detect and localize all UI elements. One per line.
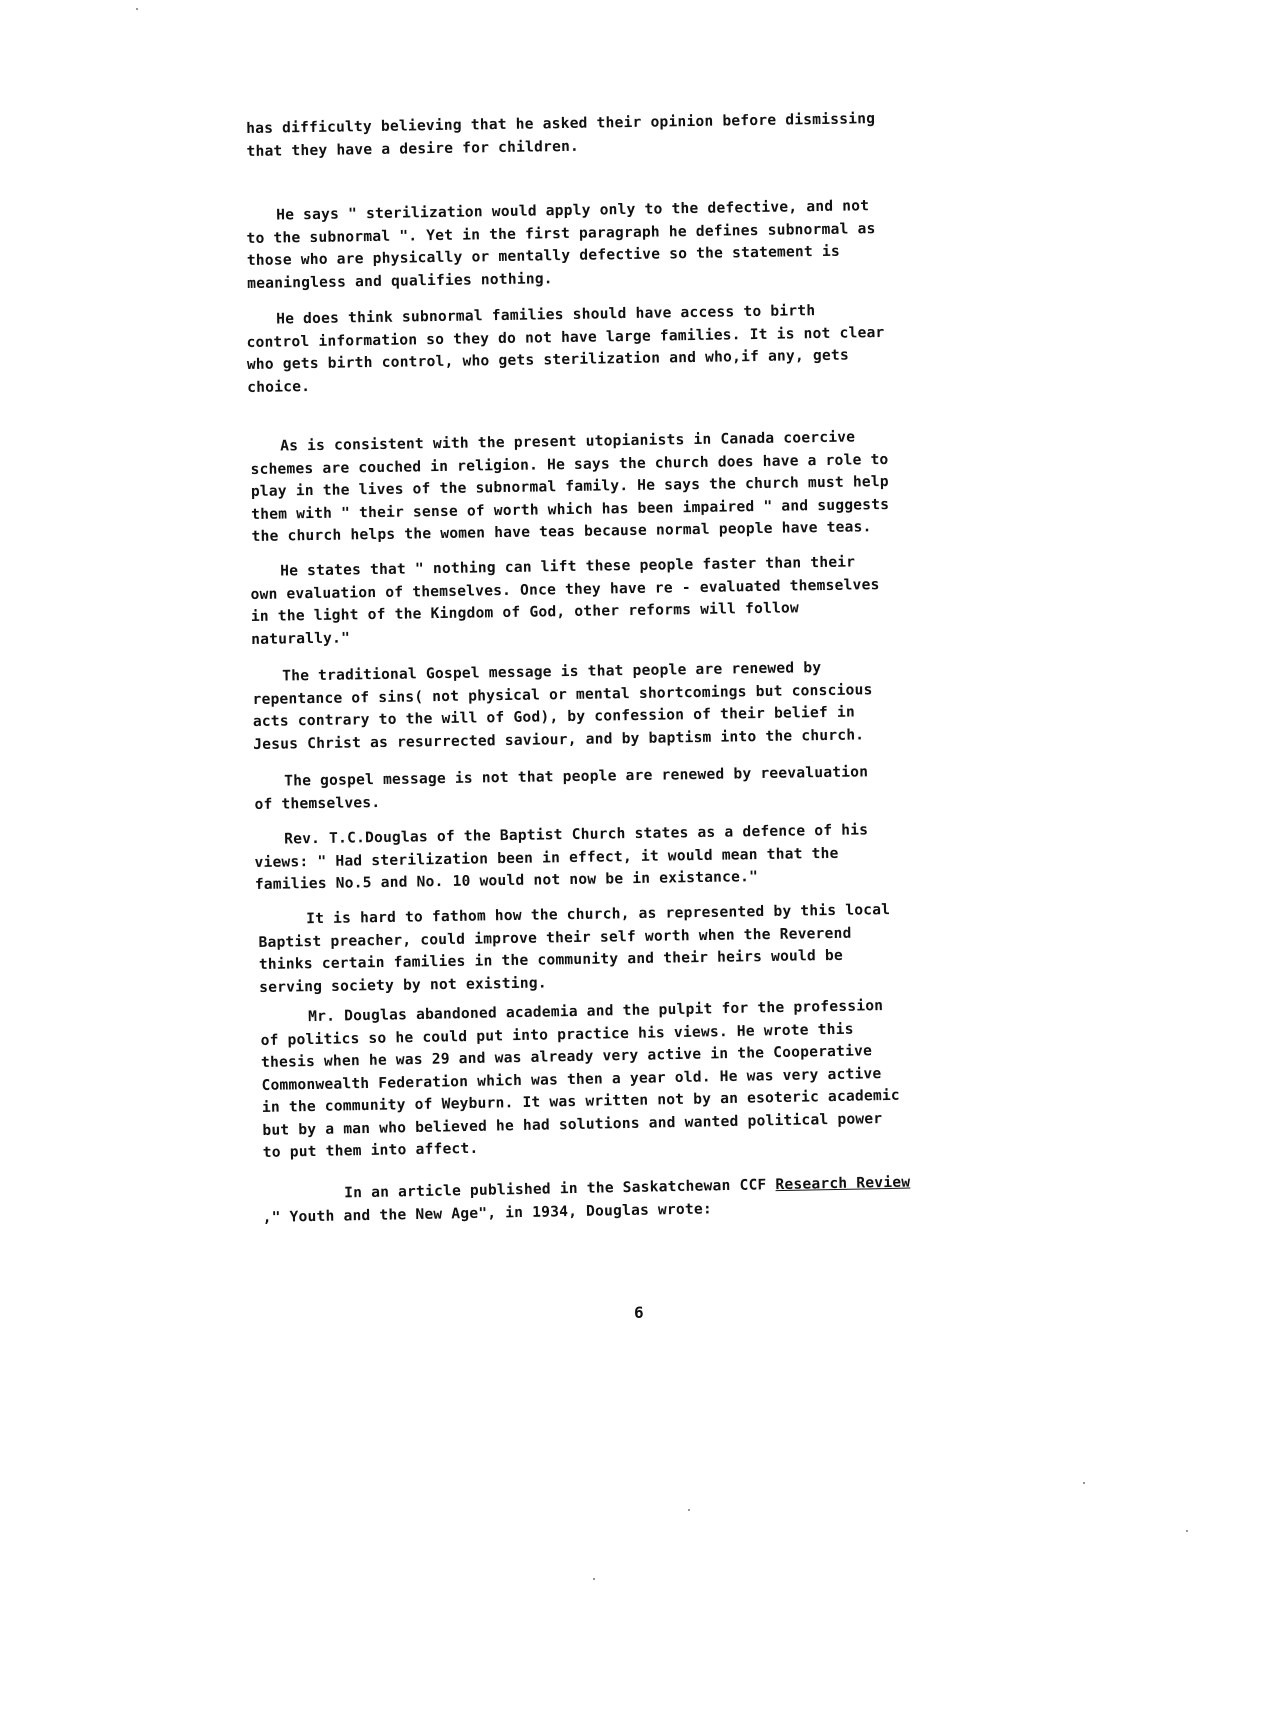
text-line: ," Youth and the New Age", in 1934, Douglas wrote: xyxy=(262,1199,713,1226)
paragraph xyxy=(254,819,869,896)
text-line: control information so they do not have large families. It is not clear xyxy=(246,323,885,351)
text-span: In an article published in the Saskatchewan CCF xyxy=(344,1176,776,1202)
text-line: the church helps the women have teas because normal people have teas. xyxy=(251,518,872,545)
paragraph xyxy=(258,899,891,999)
text-line: those who are physically or mentally defective so the statement is xyxy=(246,242,841,269)
text-line: them with " their sense of worth which has been impaired " and suggests xyxy=(251,495,890,523)
paragraph xyxy=(252,656,873,756)
paragraph xyxy=(250,426,890,549)
scan-speck xyxy=(1083,1482,1085,1484)
text-line: The gospel message is not that people are renewed by reevaluation xyxy=(284,763,869,790)
text-line: own evaluation of themselves. Once they have re - evaluated themselves xyxy=(250,575,880,603)
text-line: choice. xyxy=(247,377,311,396)
text-line: repentance of sins( not physical or mental shortcomings but conscious xyxy=(252,680,873,708)
text-line: Rev. T.C.Douglas of the Baptist Church states as a defence of his xyxy=(284,821,869,848)
text-line: in the community of Weyburn. It was written not by an esoteric academic xyxy=(261,1086,901,1116)
text-line: of themselves. xyxy=(254,793,381,813)
text-line: in the light of the Kingdom of God, other reforms will follow xyxy=(250,599,800,625)
text-line: He does think subnormal families should have access to birth xyxy=(276,302,816,328)
text-line: Baptist preacher, could improve their self worth when the Reverend xyxy=(258,924,852,951)
text-line: play in the lives of the subnormal family. He says the church must help xyxy=(250,472,889,500)
text-line: who gets birth control, who gets sterilization and who,if any, gets xyxy=(246,346,850,373)
text-line: of politics so he could put into practice his views. He wrote this xyxy=(260,1020,854,1049)
paragraph xyxy=(260,995,901,1165)
text-line: Mr. Douglas abandoned academia and the pulpit for the profession xyxy=(308,997,884,1026)
scan-speck xyxy=(688,1509,690,1511)
text-line: schemes are couched in religion. He says the church does have a role to xyxy=(250,450,889,478)
text-line: serving society by not existing. xyxy=(259,973,547,996)
journal-title: Research Review xyxy=(775,1173,911,1194)
text-line: The traditional Gospel message is that people are renewed by xyxy=(282,659,822,685)
text-line: has difficulty believing that he asked their opinion before dismissing xyxy=(246,110,876,137)
text-line: to the subnormal ". Yet in the first paragraph he defines subnormal as xyxy=(246,219,876,247)
paragraph xyxy=(250,551,880,651)
paragraph xyxy=(246,195,876,295)
text-line: He states that " nothing can lift these people faster than their xyxy=(280,553,856,580)
text-line: acts contrary to the will of God), by confession of their belief in xyxy=(252,703,856,730)
text-line: Commonwealth Federation which was then a year old. He was very active xyxy=(261,1064,882,1094)
text-line: that they have a desire for children. xyxy=(246,137,580,160)
scan-speck xyxy=(136,8,138,10)
text-line: families No.5 and No. 10 would not now be in existance." xyxy=(254,868,759,893)
paragraph xyxy=(246,108,876,163)
scan-speck xyxy=(1186,1530,1188,1532)
text-line: but by a man who believed he had solutions and wanted political power xyxy=(262,1109,883,1139)
paragraph xyxy=(262,1172,911,1229)
paragraph xyxy=(246,299,885,399)
text-line: It is hard to fathom how the church, as represented by this local xyxy=(306,901,891,928)
page-number: 6 xyxy=(634,1303,644,1322)
text-line: naturally." xyxy=(251,628,351,648)
text-line: He says " sterilization would apply only to the defective, and not xyxy=(276,197,870,224)
text-line: meaningless and qualifies nothing. xyxy=(247,269,553,292)
scan-speck xyxy=(593,1578,595,1580)
text-line: thesis when he was 29 and was already very active in the Cooperative xyxy=(260,1042,873,1071)
text-line: As is consistent with the present utopianists in Canada coercive xyxy=(280,428,856,455)
paragraph xyxy=(254,761,869,816)
text-line: thinks certain families in the community and their heirs would be xyxy=(258,946,844,973)
text-line: Jesus Christ as resurrected saviour, and by baptism into the church. xyxy=(253,725,865,753)
text-line: to put them into affect. xyxy=(262,1139,479,1161)
text-line: views: " Had sterilization been in effect, it would mean that the xyxy=(254,844,839,871)
